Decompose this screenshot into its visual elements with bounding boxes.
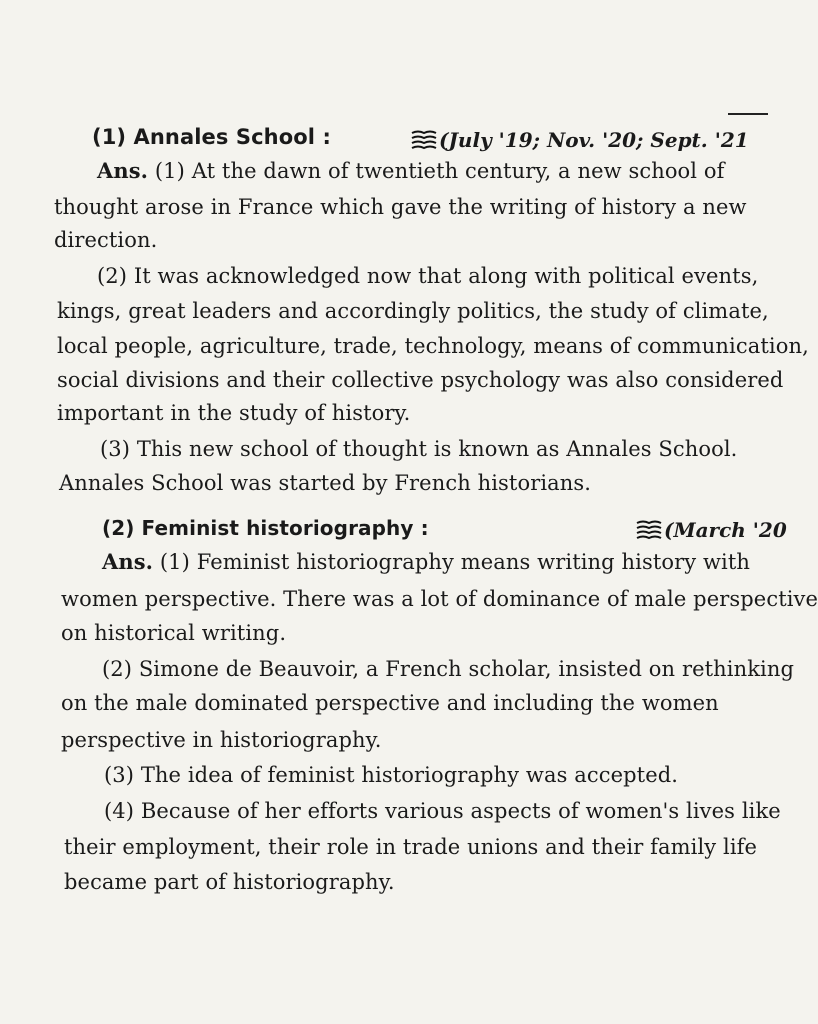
- section2-line-10: became part of historiography.: [64, 870, 395, 894]
- section1-exam-ref-text: (July '19; Nov. '20; Sept. '21: [439, 128, 749, 152]
- section2-exam-ref: [636, 517, 787, 546]
- top-rule: [728, 113, 768, 115]
- line-text: Feminist historiography means writing history with: [196, 550, 751, 574]
- section2-line-1: [102, 549, 750, 575]
- section1-line-4: (2) It was acknowledged now that along with political events,: [97, 264, 759, 288]
- section1-line-1: [97, 158, 725, 184]
- section2-line-8: (4) Because of her efforts various aspects of women's lives like: [104, 799, 781, 823]
- section2-heading: (2) Feminist historiography :: [102, 516, 429, 540]
- section1-line-3: direction.: [54, 228, 158, 252]
- section1-line-6: local people, agriculture, trade, technology, means of communication,: [57, 334, 809, 358]
- section1-heading: (1) Annales School :: [92, 125, 331, 149]
- section2-line-7: (3) The idea of feminist historiography was accepted.: [104, 763, 679, 787]
- section2-line-5: on the male dominated perspective and including the women: [61, 691, 719, 715]
- book-icon: [636, 520, 662, 546]
- section2-line-4: (2) Simone de Beauvoir, a French scholar, insisted on rethinking: [102, 657, 795, 681]
- point-number: (1): [154, 159, 185, 183]
- ans-label: Ans.: [97, 158, 149, 183]
- section2-line-2: women perspective. There was a lot of dominance of male perspective: [61, 587, 818, 611]
- section1-line-8: important in the study of history.: [57, 401, 411, 425]
- section1-exam-ref: [411, 127, 749, 156]
- point-number: (1): [159, 550, 190, 574]
- section1-line-5: kings, great leaders and accordingly politics, the study of climate,: [57, 299, 769, 323]
- section1-line-2: thought arose in France which gave the writing of history a new: [54, 195, 747, 219]
- section1-line-10: Annales School was started by French historians.: [59, 471, 592, 495]
- ans-label: Ans.: [102, 549, 154, 574]
- section1-line-7: social divisions and their collective psychology was also considered: [57, 368, 784, 392]
- section2-exam-ref-text: (March '20: [664, 518, 787, 542]
- section2-line-3: on historical writing.: [61, 621, 287, 645]
- line-text: At the dawn of twentieth century, a new school of: [191, 159, 725, 183]
- section1-line-9: (3) This new school of thought is known as Annales School.: [100, 437, 738, 461]
- section2-line-9: their employment, their role in trade unions and their family life: [64, 835, 758, 859]
- book-icon: [411, 130, 437, 156]
- section2-line-6: perspective in historiography.: [61, 728, 382, 752]
